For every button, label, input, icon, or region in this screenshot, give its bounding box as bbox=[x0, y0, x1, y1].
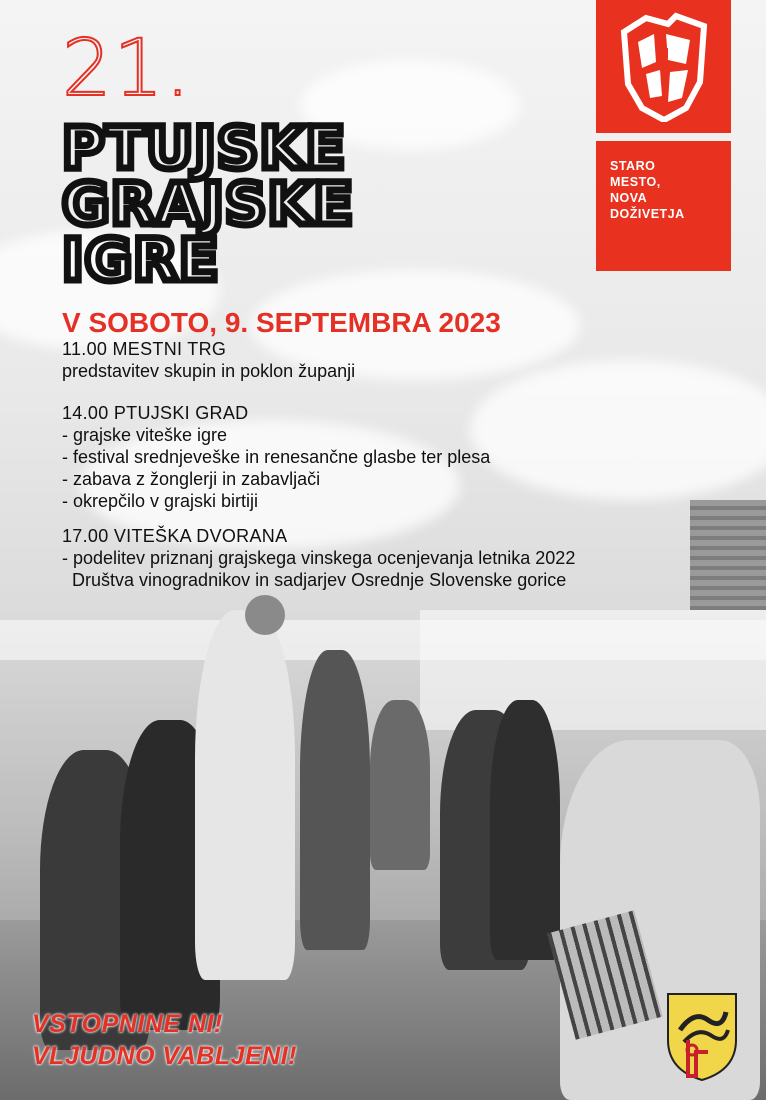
slogan-line-1: STARO bbox=[610, 159, 656, 173]
edition-number: 21. bbox=[62, 24, 193, 114]
title-line-2: GRAJSKE bbox=[62, 170, 355, 238]
ptuj-coat-of-arms-icon bbox=[664, 990, 740, 1082]
title-line-3: IGRE bbox=[62, 226, 220, 294]
program-line: predstavitev skupin in poklon županji bbox=[62, 361, 356, 381]
program-block-3-head: 17.00 VITEŠKA DVORANA bbox=[62, 526, 288, 546]
free-entry-text: VSTOPNINE NI! bbox=[32, 1010, 223, 1038]
program-line: - grajske viteške igre bbox=[62, 425, 228, 445]
logo-box bbox=[596, 0, 731, 133]
event-date: V SOBOTO, 9. SEPTEMBRA 2023 bbox=[62, 307, 501, 338]
title-line-1: PTUJSKE bbox=[62, 114, 347, 182]
castle-shield-logo-icon bbox=[616, 12, 711, 122]
program-line: - festival srednjeveške in renesančne glasbe ter plesa bbox=[62, 447, 491, 467]
program-block-3 bbox=[62, 525, 575, 591]
event-title bbox=[62, 114, 355, 294]
slogan-line-4: DOŽIVETJA bbox=[610, 207, 685, 221]
program-block-1-head: 11.00 MESTNI TRG bbox=[62, 339, 227, 359]
program-line: - okrepčilo v grajski birtiji bbox=[62, 491, 259, 511]
slogan-line-2: MESTO, bbox=[610, 175, 661, 189]
program-block-2-head: 14.00 PTUJSKI GRAD bbox=[62, 403, 249, 423]
program-line: - zabava z žonglerji in zabavljači bbox=[62, 469, 321, 489]
program-block-1 bbox=[62, 338, 355, 382]
slogan-box bbox=[596, 141, 731, 271]
program-block-2 bbox=[62, 402, 490, 512]
slogan-line-3: NOVA bbox=[610, 191, 648, 205]
invitation-text: VLJUDNO VABLJENI! bbox=[32, 1042, 298, 1070]
program-line: - podelitev priznanj grajskega vinskega ocenjevanja letnika 2022 bbox=[62, 548, 576, 568]
program-line: Društva vinogradnikov in sadjarjev Osrednje Slovenske gorice bbox=[62, 570, 567, 590]
